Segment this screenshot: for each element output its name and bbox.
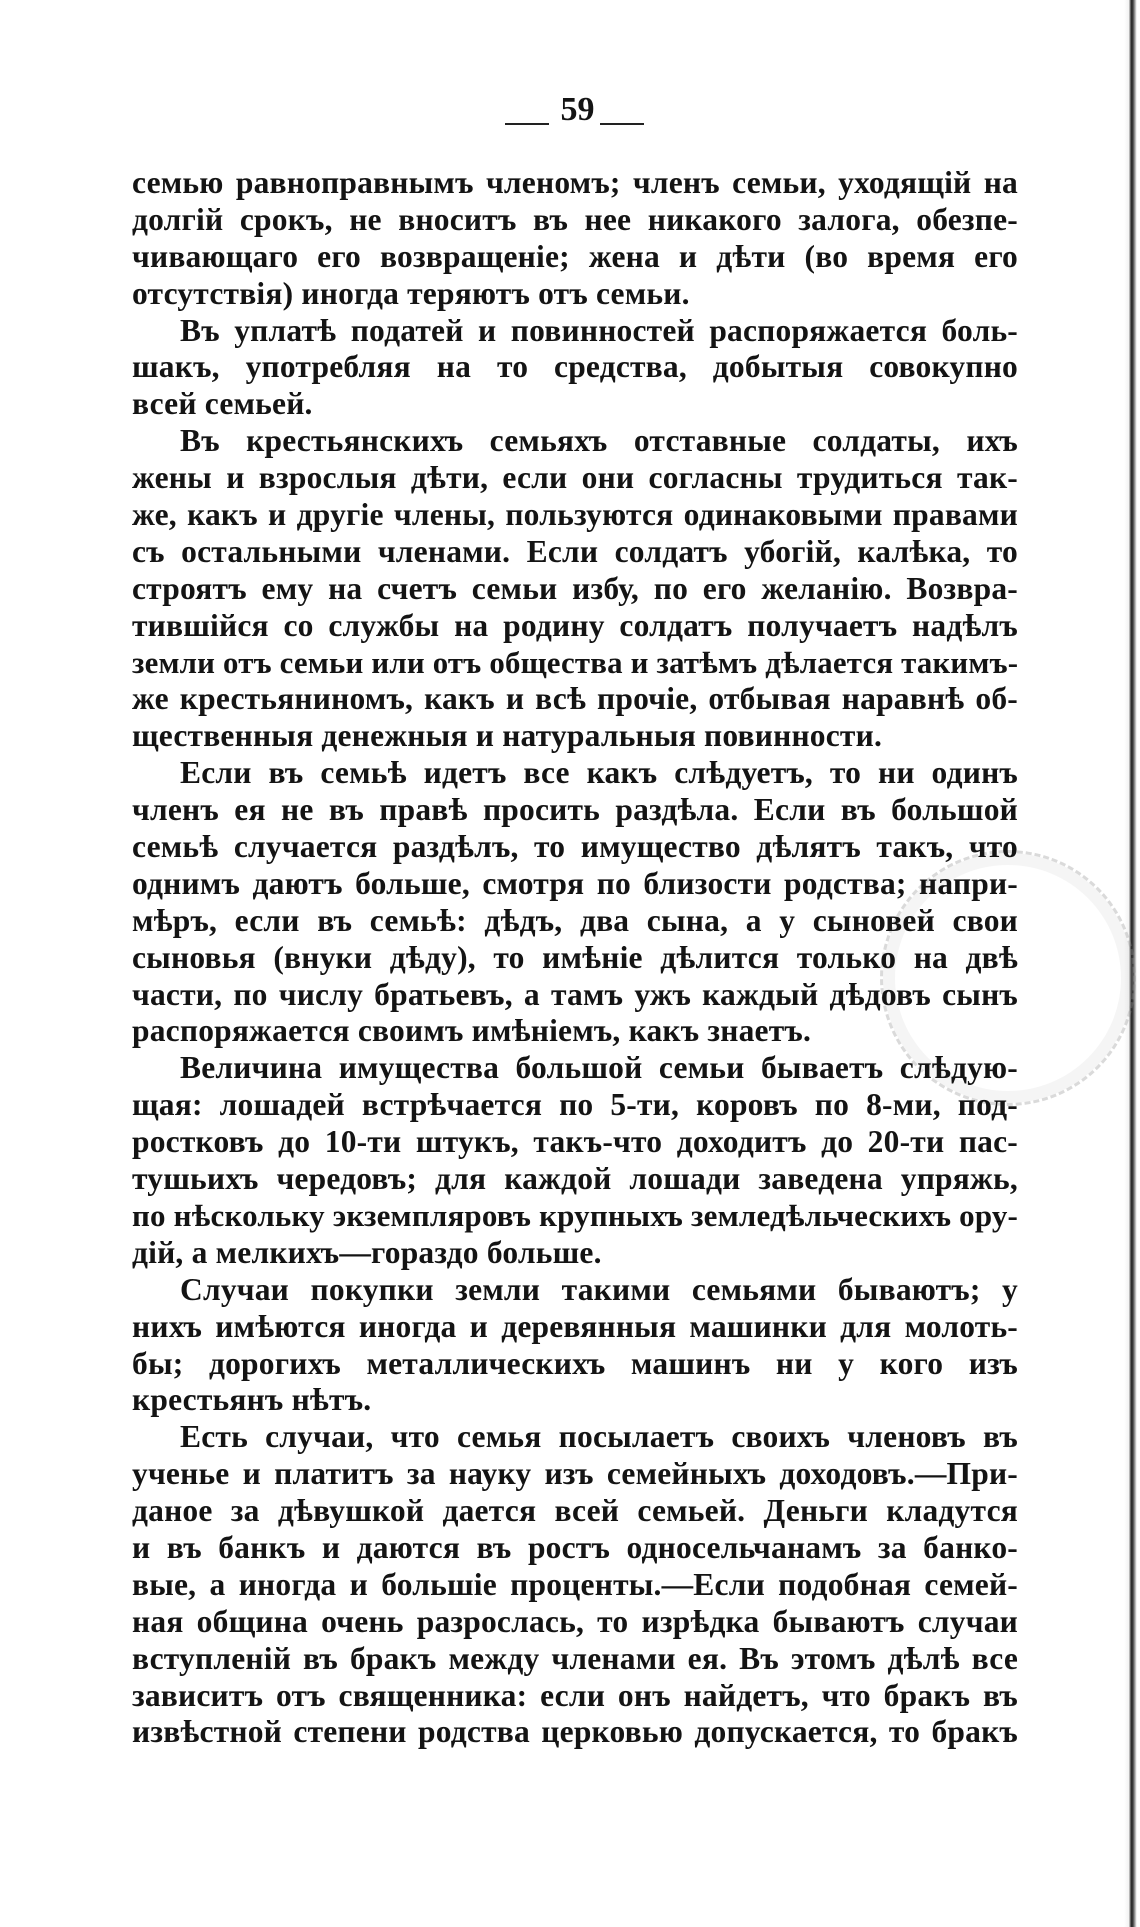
text-line: Есть случаи, что семья посылаетъ своихъ членовъ въ [180,1419,1018,1455]
text-line: дій, а мелкихъ—гораздо больше. [132,1234,602,1270]
text-line: членъ ея не въ правѣ просить раздѣла. Если въ большой [132,792,1018,828]
text-line: отсутствія) иногда теряютъ отъ семьи. [132,275,690,311]
text-line: чивающаго его возвращеніе; жена и дѣти (во время его [132,238,1018,274]
text-line: и въ банкъ и даются въ ростъ односельчанамъ за банко- [132,1529,1018,1565]
text-line: вые, а иногда и большіе проценты.—Если подобная семей- [132,1566,1018,1602]
text-line: Въ крестьянскихъ семьяхъ отставные солдаты, ихъ [180,423,1018,459]
text-line: однимъ даютъ больше, смотря по близости родства; напри- [132,865,1018,901]
text-line: семьѣ случается раздѣлъ, то имущество дѣлятъ такъ, что [132,829,1018,865]
text-line: же крестьяниномъ, какъ и всѣ прочіе, отбывая наравнѣ об- [132,681,1018,717]
text-line: ученье и платитъ за науку изъ семейныхъ доходовъ.—При- [132,1456,1018,1492]
text-line: мѣръ, если въ семьѣ: дѣдъ, два сына, а у сыновей свои [132,902,1018,938]
text-line: семью равноправнымъ членомъ; членъ семьи, уходящій на [132,165,1018,200]
text-line: долгій срокъ, не вноситъ въ нее никакого залога, обезпе- [132,201,1018,237]
text-line: бы; дорогихъ металлическихъ машинъ ни у кого изъ [132,1345,1018,1381]
text-line: крестьянъ нѣтъ. [132,1382,372,1418]
text-line: Въ уплатѣ податей и повинностей распоряжается боль- [180,312,1018,348]
header-rule-right [600,123,644,125]
text-line: распоряжается своимъ имѣніемъ, какъ знаетъ. [132,1013,812,1049]
text-line: Случаи покупки земли такими семьями бываютъ; у [180,1271,1018,1307]
text-line: же, какъ и другіе члены, пользуются одинаковыми правами [132,497,1018,533]
text-line: нихъ имѣются иногда и деревянныя машинки для молоть- [132,1308,1018,1344]
text-line: съ остальными членами. Если солдатъ убогій, калѣка, то [132,533,1018,569]
text-line: даное за дѣвушкой дается всей семьей. Деньги кладутся [132,1493,1018,1529]
text-line: вступленій въ бракъ между членами ея. Въ этомъ дѣлѣ все [132,1640,1018,1676]
text-line: извѣстной степени родства церковью допускается, то бракъ [132,1714,1018,1750]
text-line: части, по числу братьевъ, а тамъ ужъ каждый дѣдовъ сынъ [132,976,1018,1012]
text-line: щая: лошадей встрѣчается по 5-ти, коровъ по 8-ми, под- [132,1087,1018,1123]
text-line: всей семьей. [132,386,313,422]
text-line: Если въ семьѣ идетъ все какъ слѣдуетъ, то ни одинъ [180,755,1018,791]
text-line: тившійся со службы на родину солдатъ получаетъ надѣлъ [132,607,1018,643]
body-text [132,165,1018,1751]
text-line: по нѣскольку экземпляровъ крупныхъ земледѣльческихъ ору- [132,1197,1019,1233]
text-line: жены и взрослыя дѣти, если они согласны трудиться так- [132,460,1018,496]
text-line: шакъ, употребляя на то средства, добытыя совокупно [132,349,1018,385]
text-line: земли отъ семьи или отъ общества и затѣмъ дѣлается такимъ- [132,645,1019,680]
text-line: зависитъ отъ священника: если онъ найдетъ, что бракъ въ [132,1677,1018,1713]
text-line: сыновья (внуки дѣду), то имѣніе дѣлится только на двѣ [132,939,1018,975]
page-header [0,90,1140,140]
text-line: тушьихъ чередовъ; для каждой лошади заведена упряжь, [132,1161,1018,1197]
text-line: ная община очень разрослась, то изрѣдка бываютъ случаи [132,1603,1018,1639]
page-number: 59 [560,91,595,128]
text-line: щественныя денежныя и натуральныя повинности. [132,718,883,754]
text-line: Величина имущества большой семьи бываетъ слѣдую- [180,1050,1018,1086]
text-line: ростковъ до 10-ти штукъ, такъ-что доходитъ до 20-ти пас- [132,1124,1018,1160]
header-rule-left [505,123,549,125]
text-line: строятъ ему на счетъ семьи избу, по его желанію. Возвра- [132,570,1018,606]
